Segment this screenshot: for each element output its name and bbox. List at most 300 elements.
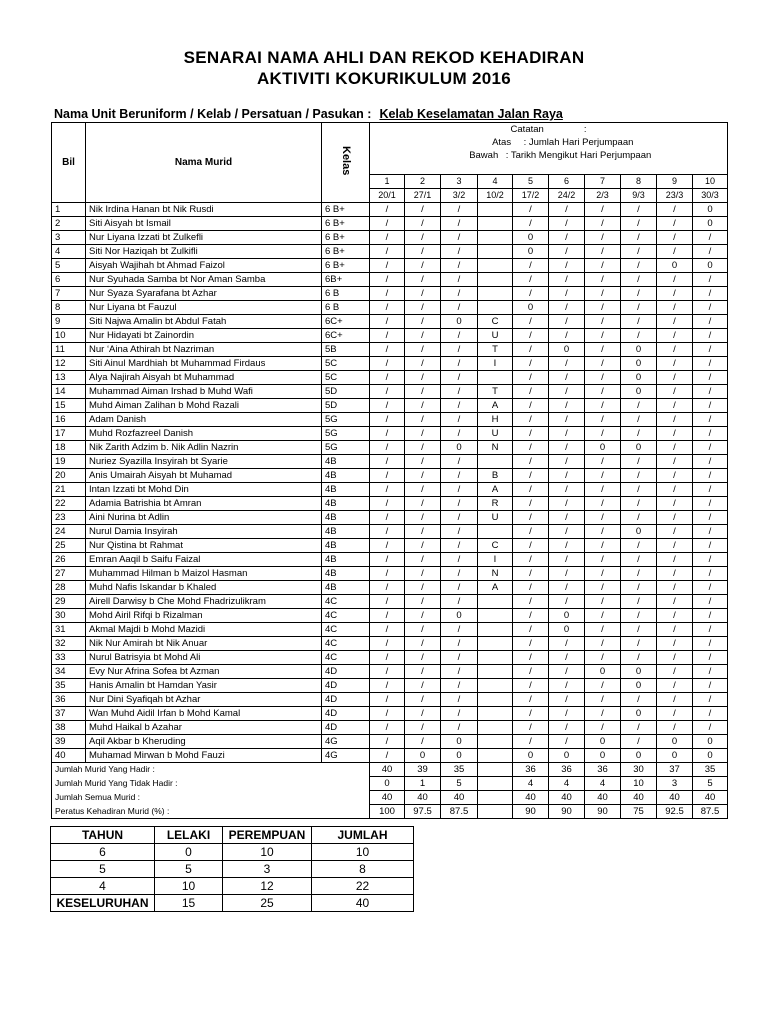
attendance-mark: / <box>621 399 657 413</box>
attendance-mark: A <box>478 399 513 413</box>
attendance-mark: / <box>585 637 621 651</box>
student-name: Nur Syuhada Samba bt Nor Aman Samba <box>86 273 322 287</box>
summary-value: 40 <box>585 791 621 805</box>
attendance-mark: / <box>621 539 657 553</box>
table-row <box>52 301 728 315</box>
summary-value: 97.5 <box>405 805 441 819</box>
student-name: Hanis Amalin bt Hamdan Yasir <box>86 679 322 693</box>
attendance-mark: C <box>478 539 513 553</box>
table-row <box>52 707 728 721</box>
student-bil: 6 <box>52 273 86 287</box>
attendance-mark: H <box>478 413 513 427</box>
attendance-mark: / <box>370 203 405 217</box>
student-kelas: 4B <box>322 455 370 469</box>
attendance-mark: 0 <box>621 525 657 539</box>
attendance-mark: 0 <box>621 707 657 721</box>
attendance-mark: / <box>693 357 728 371</box>
meeting-number: 6 <box>549 175 585 189</box>
attendance-mark: / <box>441 651 478 665</box>
totals-value: 22 <box>312 878 414 895</box>
attendance-mark: / <box>405 609 441 623</box>
unit-label: Nama Unit Beruniform / Kelab / Persatuan / Pasukan : <box>54 107 372 121</box>
attendance-mark: / <box>370 217 405 231</box>
totals-header: PEREMPUAN <box>223 827 312 844</box>
attendance-mark: / <box>657 609 693 623</box>
attendance-mark: / <box>405 595 441 609</box>
attendance-mark: / <box>621 469 657 483</box>
attendance-mark: / <box>513 329 549 343</box>
attendance-mark: / <box>657 581 693 595</box>
attendance-mark: / <box>370 273 405 287</box>
attendance-mark: 0 <box>513 245 549 259</box>
attendance-mark: / <box>549 427 585 441</box>
student-bil: 36 <box>52 693 86 707</box>
meeting-number: 1 <box>370 175 405 189</box>
attendance-mark: / <box>693 595 728 609</box>
table-row <box>52 343 728 357</box>
attendance-mark: / <box>370 511 405 525</box>
student-kelas: 4D <box>322 721 370 735</box>
summary-value: 36 <box>549 763 585 777</box>
attendance-mark: / <box>693 707 728 721</box>
attendance-mark: / <box>657 357 693 371</box>
attendance-mark: / <box>585 245 621 259</box>
attendance-mark: / <box>513 511 549 525</box>
attendance-mark: / <box>405 665 441 679</box>
attendance-mark: / <box>693 651 728 665</box>
totals-row <box>51 878 414 895</box>
attendance-mark: / <box>549 679 585 693</box>
student-kelas: 4C <box>322 651 370 665</box>
table-row <box>52 693 728 707</box>
attendance-mark: / <box>405 259 441 273</box>
attendance-mark: U <box>478 511 513 525</box>
attendance-mark: / <box>513 651 549 665</box>
attendance-mark: / <box>405 385 441 399</box>
table-row <box>52 315 728 329</box>
student-kelas: 6C+ <box>322 315 370 329</box>
attendance-mark: / <box>585 455 621 469</box>
attendance-mark: / <box>549 469 585 483</box>
student-name: Nur Liyana Izzati bt Zulkefli <box>86 231 322 245</box>
attendance-mark: / <box>693 231 728 245</box>
table-row <box>52 497 728 511</box>
attendance-mark <box>478 203 513 217</box>
attendance-mark: 0 <box>693 217 728 231</box>
attendance-mark: / <box>405 553 441 567</box>
attendance-mark: / <box>549 539 585 553</box>
attendance-mark: / <box>513 595 549 609</box>
attendance-mark: / <box>405 483 441 497</box>
attendance-mark: / <box>621 315 657 329</box>
table-row <box>52 567 728 581</box>
attendance-mark: / <box>657 343 693 357</box>
attendance-mark: / <box>621 427 657 441</box>
attendance-mark: / <box>370 231 405 245</box>
attendance-mark: / <box>441 525 478 539</box>
summary-rows <box>52 763 728 819</box>
attendance-mark: / <box>513 539 549 553</box>
attendance-mark: / <box>441 329 478 343</box>
attendance-mark: / <box>370 413 405 427</box>
attendance-mark: / <box>513 693 549 707</box>
attendance-mark: / <box>585 203 621 217</box>
attendance-mark: 0 <box>441 441 478 455</box>
student-bil: 23 <box>52 511 86 525</box>
attendance-mark: / <box>513 707 549 721</box>
attendance-mark: 0 <box>693 259 728 273</box>
totals-value: 3 <box>223 861 312 878</box>
attendance-mark: 0 <box>621 385 657 399</box>
attendance-mark: / <box>405 399 441 413</box>
summary-value: 40 <box>549 791 585 805</box>
student-name: Muhd Nafis Iskandar b Khaled <box>86 581 322 595</box>
student-bil: 40 <box>52 749 86 763</box>
attendance-mark: / <box>405 707 441 721</box>
attendance-mark: / <box>513 455 549 469</box>
attendance-mark: / <box>585 399 621 413</box>
attendance-mark: / <box>441 693 478 707</box>
summary-value: 0 <box>370 777 405 791</box>
attendance-mark: / <box>549 287 585 301</box>
attendance-mark: / <box>370 693 405 707</box>
attendance-mark: / <box>693 343 728 357</box>
student-bil: 1 <box>52 203 86 217</box>
table-row <box>52 427 728 441</box>
attendance-mark: / <box>693 525 728 539</box>
summary-row <box>52 777 728 791</box>
student-name: Nur Hidayati bt Zainordin <box>86 329 322 343</box>
attendance-mark: / <box>370 735 405 749</box>
attendance-mark: / <box>549 707 585 721</box>
attendance-mark: / <box>441 203 478 217</box>
attendance-mark: / <box>657 707 693 721</box>
attendance-mark: / <box>693 679 728 693</box>
summary-value: 40 <box>657 791 693 805</box>
attendance-mark: / <box>549 259 585 273</box>
attendance-mark: / <box>405 651 441 665</box>
table-row <box>52 413 728 427</box>
attendance-mark: / <box>513 637 549 651</box>
attendance-mark: / <box>621 581 657 595</box>
summary-value: 87.5 <box>441 805 478 819</box>
attendance-mark: / <box>693 413 728 427</box>
attendance-mark: / <box>370 245 405 259</box>
attendance-mark: / <box>549 413 585 427</box>
student-kelas: 6 B+ <box>322 217 370 231</box>
summary-value: 40 <box>441 791 478 805</box>
student-kelas: 5G <box>322 441 370 455</box>
attendance-mark: / <box>585 287 621 301</box>
student-kelas: 5D <box>322 385 370 399</box>
attendance-mark: / <box>621 693 657 707</box>
attendance-mark: / <box>441 399 478 413</box>
attendance-mark: / <box>549 301 585 315</box>
col-header-kelas <box>322 123 370 203</box>
student-kelas: 6 B+ <box>322 231 370 245</box>
table-row <box>52 665 728 679</box>
attendance-mark: / <box>513 567 549 581</box>
attendance-mark: / <box>370 497 405 511</box>
student-kelas: 5G <box>322 427 370 441</box>
student-bil: 4 <box>52 245 86 259</box>
attendance-mark: / <box>693 287 728 301</box>
attendance-mark: / <box>405 217 441 231</box>
attendance-mark: / <box>370 357 405 371</box>
attendance-mark: / <box>405 567 441 581</box>
meeting-date: 20/1 <box>370 189 405 203</box>
attendance-mark: / <box>621 245 657 259</box>
totals-row <box>51 861 414 878</box>
student-bil: 2 <box>52 217 86 231</box>
attendance-mark: / <box>513 609 549 623</box>
attendance-mark: / <box>441 287 478 301</box>
attendance-mark: / <box>549 595 585 609</box>
document-title-line-1: SENARAI NAMA AHLI DAN REKOD KEHADIRAN <box>183 48 585 67</box>
student-name: Emran Aaqil b Saifu Faizal <box>86 553 322 567</box>
student-kelas: 6 B+ <box>322 259 370 273</box>
attendance-mark: 0 <box>549 343 585 357</box>
attendance-mark: / <box>549 371 585 385</box>
summary-value: 35 <box>693 763 728 777</box>
table-row <box>52 245 728 259</box>
attendance-mark: / <box>549 329 585 343</box>
table-row <box>52 371 728 385</box>
attendance-mark <box>478 217 513 231</box>
student-bil: 15 <box>52 399 86 413</box>
attendance-mark <box>478 749 513 763</box>
summary-value: 39 <box>405 763 441 777</box>
summary-value <box>478 763 513 777</box>
student-kelas: 4B <box>322 567 370 581</box>
summary-label: Jumlah Semua Murid : <box>52 791 370 805</box>
table-row <box>52 455 728 469</box>
student-bil: 22 <box>52 497 86 511</box>
attendance-mark: / <box>441 623 478 637</box>
student-name: Mohd Airil Rifqi b Rizalman <box>86 609 322 623</box>
student-bil: 28 <box>52 581 86 595</box>
student-kelas: 4C <box>322 637 370 651</box>
attendance-mark: / <box>657 217 693 231</box>
attendance-mark: / <box>585 581 621 595</box>
student-kelas: 6B+ <box>322 273 370 287</box>
attendance-mark <box>478 595 513 609</box>
student-name: Nur Qistina bt Rahmat <box>86 539 322 553</box>
attendance-mark: 0 <box>657 735 693 749</box>
summary-value: 40 <box>693 791 728 805</box>
student-name: Akmal Majdi b Mohd Mazidi <box>86 623 322 637</box>
student-kelas: 5D <box>322 399 370 413</box>
attendance-mark: / <box>513 679 549 693</box>
meeting-date: 2/3 <box>585 189 621 203</box>
totals-year: KESELURUHAN <box>51 895 155 912</box>
unit-value: Kelab Keselamatan Jalan Raya <box>379 107 563 121</box>
attendance-mark: 0 <box>621 343 657 357</box>
attendance-mark: / <box>621 301 657 315</box>
attendance-mark: / <box>441 371 478 385</box>
attendance-mark: / <box>370 315 405 329</box>
notes-atas: Atas <box>492 137 512 148</box>
attendance-mark: 0 <box>621 441 657 455</box>
student-bil: 3 <box>52 231 86 245</box>
student-kelas: 4D <box>322 693 370 707</box>
attendance-mark: / <box>441 413 478 427</box>
student-kelas: 4B <box>322 483 370 497</box>
summary-value: 4 <box>585 777 621 791</box>
summary-value: 4 <box>513 777 549 791</box>
attendance-mark: / <box>370 427 405 441</box>
summary-value: 90 <box>585 805 621 819</box>
summary-value: 30 <box>621 763 657 777</box>
attendance-mark: / <box>585 567 621 581</box>
student-name: Anis Umairah Aisyah bt Muhamad <box>86 469 322 483</box>
attendance-mark: / <box>693 385 728 399</box>
notes-catatan: Catatan <box>510 124 544 135</box>
attendance-mark: / <box>549 357 585 371</box>
attendance-mark: / <box>693 665 728 679</box>
totals-value: 10 <box>155 878 223 895</box>
student-name: Aini Nurina bt Adlin <box>86 511 322 525</box>
student-name: Siti Nor Haziqah bt Zulkifli <box>86 245 322 259</box>
attendance-mark: / <box>513 357 549 371</box>
attendance-mark: / <box>585 693 621 707</box>
attendance-mark: / <box>621 483 657 497</box>
attendance-mark: / <box>657 399 693 413</box>
meeting-number: 9 <box>657 175 693 189</box>
table-row <box>52 735 728 749</box>
student-bil: 17 <box>52 427 86 441</box>
attendance-mark: / <box>441 665 478 679</box>
attendance-mark: / <box>585 217 621 231</box>
notes-bawah: Bawah <box>469 150 499 161</box>
attendance-mark: / <box>513 287 549 301</box>
attendance-mark: / <box>441 707 478 721</box>
student-bil: 14 <box>52 385 86 399</box>
totals-header: LELAKI <box>155 827 223 844</box>
attendance-mark: / <box>370 721 405 735</box>
attendance-mark <box>478 735 513 749</box>
attendance-mark: 0 <box>657 259 693 273</box>
student-bil: 29 <box>52 595 86 609</box>
totals-year: 5 <box>51 861 155 878</box>
student-kelas: 4B <box>322 497 370 511</box>
attendance-mark: / <box>405 371 441 385</box>
summary-value: 40 <box>513 791 549 805</box>
attendance-mark <box>478 287 513 301</box>
attendance-mark: / <box>441 581 478 595</box>
attendance-mark: / <box>549 203 585 217</box>
attendance-mark: / <box>693 609 728 623</box>
summary-label: Jumlah Murid Yang Hadir : <box>52 763 370 777</box>
attendance-mark: / <box>549 273 585 287</box>
attendance-mark: / <box>585 329 621 343</box>
attendance-mark: / <box>585 721 621 735</box>
student-kelas: 4B <box>322 581 370 595</box>
student-name: Aqil Akbar b Kheruding <box>86 735 322 749</box>
attendance-mark: A <box>478 483 513 497</box>
attendance-mark: / <box>621 273 657 287</box>
attendance-mark: / <box>657 427 693 441</box>
attendance-mark: / <box>657 623 693 637</box>
attendance-mark: / <box>549 553 585 567</box>
student-kelas: 6 B+ <box>322 245 370 259</box>
attendance-mark: / <box>693 539 728 553</box>
student-name: Wan Muhd Aidil Irfan b Mohd Kamal <box>86 707 322 721</box>
student-name: Muhd Haikal b Azahar <box>86 721 322 735</box>
student-name: Adamia Batrishia bt Amran <box>86 497 322 511</box>
attendance-mark: / <box>549 693 585 707</box>
student-kelas: 6 B <box>322 287 370 301</box>
attendance-mark: / <box>370 581 405 595</box>
student-bil: 10 <box>52 329 86 343</box>
attendance-mark: / <box>370 609 405 623</box>
attendance-mark: / <box>657 637 693 651</box>
attendance-mark: 0 <box>621 357 657 371</box>
attendance-mark: / <box>549 315 585 329</box>
attendance-mark: B <box>478 469 513 483</box>
attendance-mark: / <box>657 679 693 693</box>
attendance-mark: / <box>585 609 621 623</box>
student-name: Muhd Aiman Zalihan b Mohd Razali <box>86 399 322 413</box>
student-rows <box>52 203 728 763</box>
totals-value: 15 <box>155 895 223 912</box>
attendance-mark: / <box>585 497 621 511</box>
attendance-mark: / <box>585 231 621 245</box>
attendance-mark: / <box>370 441 405 455</box>
attendance-mark: / <box>585 679 621 693</box>
attendance-mark: / <box>441 455 478 469</box>
unit-line <box>54 107 563 121</box>
totals-value: 40 <box>312 895 414 912</box>
attendance-mark: / <box>621 735 657 749</box>
attendance-mark: / <box>621 651 657 665</box>
table-row <box>52 357 728 371</box>
student-name: Evy Nur Afrina Sofea bt Azman <box>86 665 322 679</box>
meeting-number: 3 <box>441 175 478 189</box>
table-row <box>52 441 728 455</box>
attendance-mark: / <box>405 581 441 595</box>
student-name: Nur ‘Aina Athirah bt Nazriman <box>86 343 322 357</box>
notes-bawah-desc: : Tarikh Mengikut Hari Perjumpaan <box>505 150 652 161</box>
attendance-mark: / <box>621 455 657 469</box>
table-row <box>52 609 728 623</box>
attendance-mark: / <box>370 469 405 483</box>
attendance-mark: / <box>693 455 728 469</box>
attendance-mark: / <box>693 441 728 455</box>
totals-value: 12 <box>223 878 312 895</box>
summary-value: 75 <box>621 805 657 819</box>
attendance-mark: 0 <box>513 231 549 245</box>
student-bil: 39 <box>52 735 86 749</box>
table-row <box>52 231 728 245</box>
attendance-mark: / <box>657 525 693 539</box>
attendance-mark: / <box>693 273 728 287</box>
student-name: Nik Zarith Adzim b. Nik Adlin Nazrin <box>86 441 322 455</box>
attendance-mark: / <box>370 707 405 721</box>
summary-value: 36 <box>513 763 549 777</box>
attendance-mark: T <box>478 343 513 357</box>
summary-value: 40 <box>370 763 405 777</box>
attendance-mark: / <box>370 301 405 315</box>
attendance-mark: / <box>657 441 693 455</box>
attendance-mark: / <box>621 553 657 567</box>
attendance-mark: 0 <box>441 735 478 749</box>
attendance-mark: / <box>405 721 441 735</box>
attendance-mark: / <box>585 511 621 525</box>
attendance-mark: / <box>585 623 621 637</box>
attendance-mark: / <box>693 329 728 343</box>
summary-row <box>52 763 728 777</box>
